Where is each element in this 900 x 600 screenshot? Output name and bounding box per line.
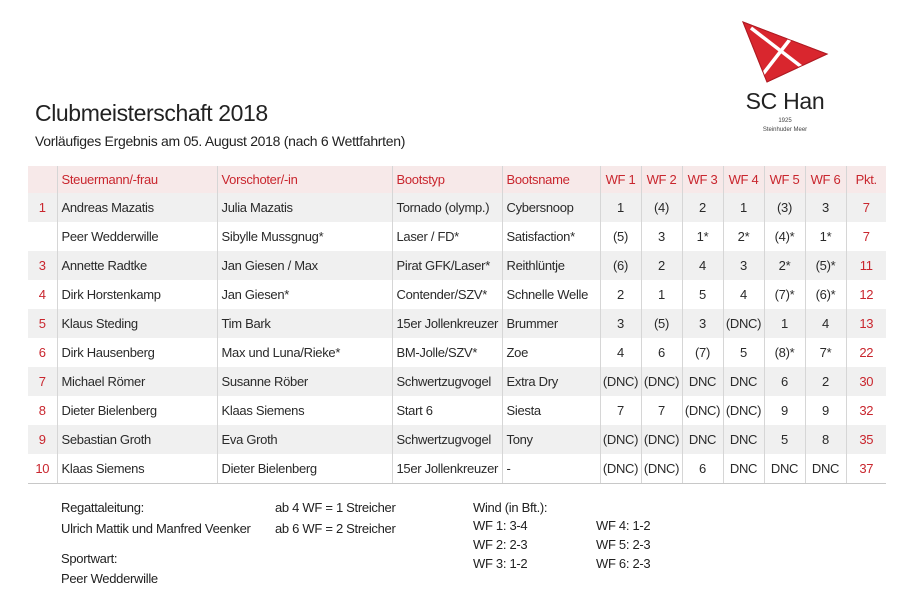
cell-wf2: 1 xyxy=(641,280,682,309)
cell-wf6: (6)* xyxy=(805,280,846,309)
cell-crew: Julia Mazatis xyxy=(217,193,392,222)
table-row xyxy=(28,222,886,251)
column-header-wf3: WF 3 xyxy=(682,166,723,193)
cell-wf6: 8 xyxy=(805,425,846,454)
cell-position: 5 xyxy=(28,309,57,338)
wind-wf3: WF 3: 1-2 xyxy=(473,556,528,571)
cell-wf5: (3) xyxy=(764,193,805,222)
cell-wf6: 1* xyxy=(805,222,846,251)
cell-wf2: 3 xyxy=(641,222,682,251)
burgee-flag-icon xyxy=(739,18,831,84)
cell-position: 10 xyxy=(28,454,57,484)
table-row xyxy=(28,280,886,309)
cell-wf6: 2 xyxy=(805,367,846,396)
cell-boat-name: Reithlüntje xyxy=(502,251,600,280)
cell-points: 22 xyxy=(846,338,886,367)
column-header-wf6: WF 6 xyxy=(805,166,846,193)
column-header-crew: Vorschoter/-in xyxy=(217,166,392,193)
cell-wf5: (8)* xyxy=(764,338,805,367)
wind-label: Wind (in Bft.): xyxy=(473,500,548,515)
cell-wf3: (DNC) xyxy=(682,396,723,425)
cell-boat-type: Contender/SZV* xyxy=(392,280,502,309)
cell-helmsman: Andreas Mazatis xyxy=(57,193,217,222)
cell-boat-name: Cybersnoop xyxy=(502,193,600,222)
cell-wf2: (DNC) xyxy=(641,367,682,396)
cell-wf6: 4 xyxy=(805,309,846,338)
discard-rule-2: ab 6 WF = 2 Streicher xyxy=(275,521,396,536)
table-row xyxy=(28,367,886,396)
cell-boat-type: Schwertzugvogel xyxy=(392,367,502,396)
cell-helmsman: Sebastian Groth xyxy=(57,425,217,454)
cell-wf5: DNC xyxy=(764,454,805,484)
table-row xyxy=(28,454,886,484)
table-row xyxy=(28,251,886,280)
cell-wf6: 3 xyxy=(805,193,846,222)
cell-crew: Jan Giesen / Max xyxy=(217,251,392,280)
cell-wf3: 3 xyxy=(682,309,723,338)
cell-wf2: (DNC) xyxy=(641,454,682,484)
cell-wf6: DNC xyxy=(805,454,846,484)
cell-helmsman: Annette Radtke xyxy=(57,251,217,280)
cell-position: 6 xyxy=(28,338,57,367)
sportwart-name: Peer Wedderwille xyxy=(61,571,158,586)
cell-wf4: DNC xyxy=(723,367,764,396)
cell-boat-name: Zoe xyxy=(502,338,600,367)
cell-crew: Jan Giesen* xyxy=(217,280,392,309)
cell-boat-type: 15er Jollenkreuzer xyxy=(392,309,502,338)
regatta-names: Ulrich Mattik und Manfred Veenker xyxy=(61,521,251,536)
table-row xyxy=(28,425,886,454)
cell-wf2: 6 xyxy=(641,338,682,367)
column-header-wf1: WF 1 xyxy=(600,166,641,193)
cell-boat-type: 15er Jollenkreuzer xyxy=(392,454,502,484)
cell-wf4: 4 xyxy=(723,280,764,309)
club-place: Steinhuder Meer xyxy=(762,127,808,133)
cell-wf4: (DNC) xyxy=(723,309,764,338)
cell-helmsman: Peer Wedderwille xyxy=(57,222,217,251)
column-header-wf4: WF 4 xyxy=(723,166,764,193)
cell-position: 3 xyxy=(28,251,57,280)
page-subtitle: Vorläufiges Ergebnis am 05. August 2018 (nach 6 Wettfahrten) xyxy=(35,133,406,149)
cell-wf3: 5 xyxy=(682,280,723,309)
cell-wf4: DNC xyxy=(723,454,764,484)
cell-wf4: 3 xyxy=(723,251,764,280)
cell-position: 4 xyxy=(28,280,57,309)
cell-wf5: 5 xyxy=(764,425,805,454)
cell-boat-type: BM-Jolle/SZV* xyxy=(392,338,502,367)
cell-crew: Klaas Siemens xyxy=(217,396,392,425)
cell-points: 30 xyxy=(846,367,886,396)
cell-wf6: 9 xyxy=(805,396,846,425)
cell-wf3: DNC xyxy=(682,367,723,396)
cell-boat-type: Tornado (olymp.) xyxy=(392,193,502,222)
cell-position: 8 xyxy=(28,396,57,425)
cell-boat-name: Satisfaction* xyxy=(502,222,600,251)
cell-wf2: (5) xyxy=(641,309,682,338)
column-header-wf2: WF 2 xyxy=(641,166,682,193)
cell-wf5: (4)* xyxy=(764,222,805,251)
cell-wf6: (5)* xyxy=(805,251,846,280)
cell-wf1: 1 xyxy=(600,193,641,222)
table-row xyxy=(28,338,886,367)
cell-boat-type: Pirat GFK/Laser* xyxy=(392,251,502,280)
cell-position: 9 xyxy=(28,425,57,454)
cell-points: 12 xyxy=(846,280,886,309)
cell-wf3: 2 xyxy=(682,193,723,222)
cell-wf5: (7)* xyxy=(764,280,805,309)
column-header-points: Pkt. xyxy=(846,166,886,193)
cell-wf4: 1 xyxy=(723,193,764,222)
cell-position: 7 xyxy=(28,367,57,396)
cell-wf1: (DNC) xyxy=(600,425,641,454)
cell-boat-name: - xyxy=(502,454,600,484)
club-name: SC Han xyxy=(745,88,825,114)
column-header-helmsman: Steuermann/-frau xyxy=(57,166,217,193)
cell-wf1: (5) xyxy=(600,222,641,251)
cell-wf3: 4 xyxy=(682,251,723,280)
cell-wf1: (DNC) xyxy=(600,367,641,396)
cell-crew: Sibylle Mussgnug* xyxy=(217,222,392,251)
cell-boat-type: Start 6 xyxy=(392,396,502,425)
club-logo xyxy=(735,18,835,143)
cell-wf1: 3 xyxy=(600,309,641,338)
cell-wf4: 2* xyxy=(723,222,764,251)
wind-wf6: WF 6: 2-3 xyxy=(596,556,651,571)
cell-wf4: DNC xyxy=(723,425,764,454)
table-header-row xyxy=(28,166,886,193)
wind-wf5: WF 5: 2-3 xyxy=(596,537,651,552)
cell-wf3: DNC xyxy=(682,425,723,454)
cell-wf1: 7 xyxy=(600,396,641,425)
cell-helmsman: Dirk Horstenkamp xyxy=(57,280,217,309)
cell-boat-name: Schnelle Welle xyxy=(502,280,600,309)
sportwart-label: Sportwart: xyxy=(61,551,118,566)
cell-helmsman: Dirk Hausenberg xyxy=(57,338,217,367)
cell-boat-type: Laser / FD* xyxy=(392,222,502,251)
cell-wf3: 1* xyxy=(682,222,723,251)
wind-wf2: WF 2: 2-3 xyxy=(473,537,528,552)
table-row xyxy=(28,193,886,222)
cell-points: 7 xyxy=(846,222,886,251)
cell-helmsman: Dieter Bielenberg xyxy=(57,396,217,425)
cell-wf1: 2 xyxy=(600,280,641,309)
cell-crew: Susanne Röber xyxy=(217,367,392,396)
cell-wf2: 7 xyxy=(641,396,682,425)
cell-crew: Dieter Bielenberg xyxy=(217,454,392,484)
cell-helmsman: Klaus Steding xyxy=(57,309,217,338)
cell-wf2: (4) xyxy=(641,193,682,222)
cell-crew: Tim Bark xyxy=(217,309,392,338)
cell-points: 37 xyxy=(846,454,886,484)
table-row xyxy=(28,309,886,338)
page-title: Clubmeisterschaft 2018 xyxy=(35,100,268,126)
cell-wf5: 9 xyxy=(764,396,805,425)
cell-points: 7 xyxy=(846,193,886,222)
cell-wf4: 5 xyxy=(723,338,764,367)
cell-points: 13 xyxy=(846,309,886,338)
cell-helmsman: Klaas Siemens xyxy=(57,454,217,484)
column-header-boat-type: Bootstyp xyxy=(392,166,502,193)
cell-wf2: (DNC) xyxy=(641,425,682,454)
regatta-label: Regattaleitung: xyxy=(61,500,144,515)
cell-crew: Eva Groth xyxy=(217,425,392,454)
cell-points: 35 xyxy=(846,425,886,454)
cell-boat-name: Siesta xyxy=(502,396,600,425)
discard-rule-1: ab 4 WF = 1 Streicher xyxy=(275,500,396,515)
wind-wf4: WF 4: 1-2 xyxy=(596,518,651,533)
cell-helmsman: Michael Römer xyxy=(57,367,217,396)
cell-wf3: 6 xyxy=(682,454,723,484)
table-row xyxy=(28,396,886,425)
cell-wf1: (6) xyxy=(600,251,641,280)
cell-points: 11 xyxy=(846,251,886,280)
cell-wf1: 4 xyxy=(600,338,641,367)
cell-position: 1 xyxy=(28,193,57,222)
cell-wf3: (7) xyxy=(682,338,723,367)
cell-wf1: (DNC) xyxy=(600,454,641,484)
column-header-wf5: WF 5 xyxy=(764,166,805,193)
column-header-position xyxy=(28,166,57,193)
cell-wf6: 7* xyxy=(805,338,846,367)
cell-wf5: 1 xyxy=(764,309,805,338)
cell-wf5: 2* xyxy=(764,251,805,280)
cell-boat-name: Brummer xyxy=(502,309,600,338)
cell-wf4: (DNC) xyxy=(723,396,764,425)
cell-position xyxy=(28,222,57,251)
wind-wf1: WF 1: 3-4 xyxy=(473,518,528,533)
club-year: 1925 xyxy=(778,118,792,124)
cell-wf5: 6 xyxy=(764,367,805,396)
column-header-boat-name: Bootsname xyxy=(502,166,600,193)
cell-points: 32 xyxy=(846,396,886,425)
cell-crew: Max und Luna/Rieke* xyxy=(217,338,392,367)
cell-boat-name: Extra Dry xyxy=(502,367,600,396)
cell-wf2: 2 xyxy=(641,251,682,280)
cell-boat-name: Tony xyxy=(502,425,600,454)
results-table xyxy=(28,166,886,484)
cell-boat-type: Schwertzugvogel xyxy=(392,425,502,454)
